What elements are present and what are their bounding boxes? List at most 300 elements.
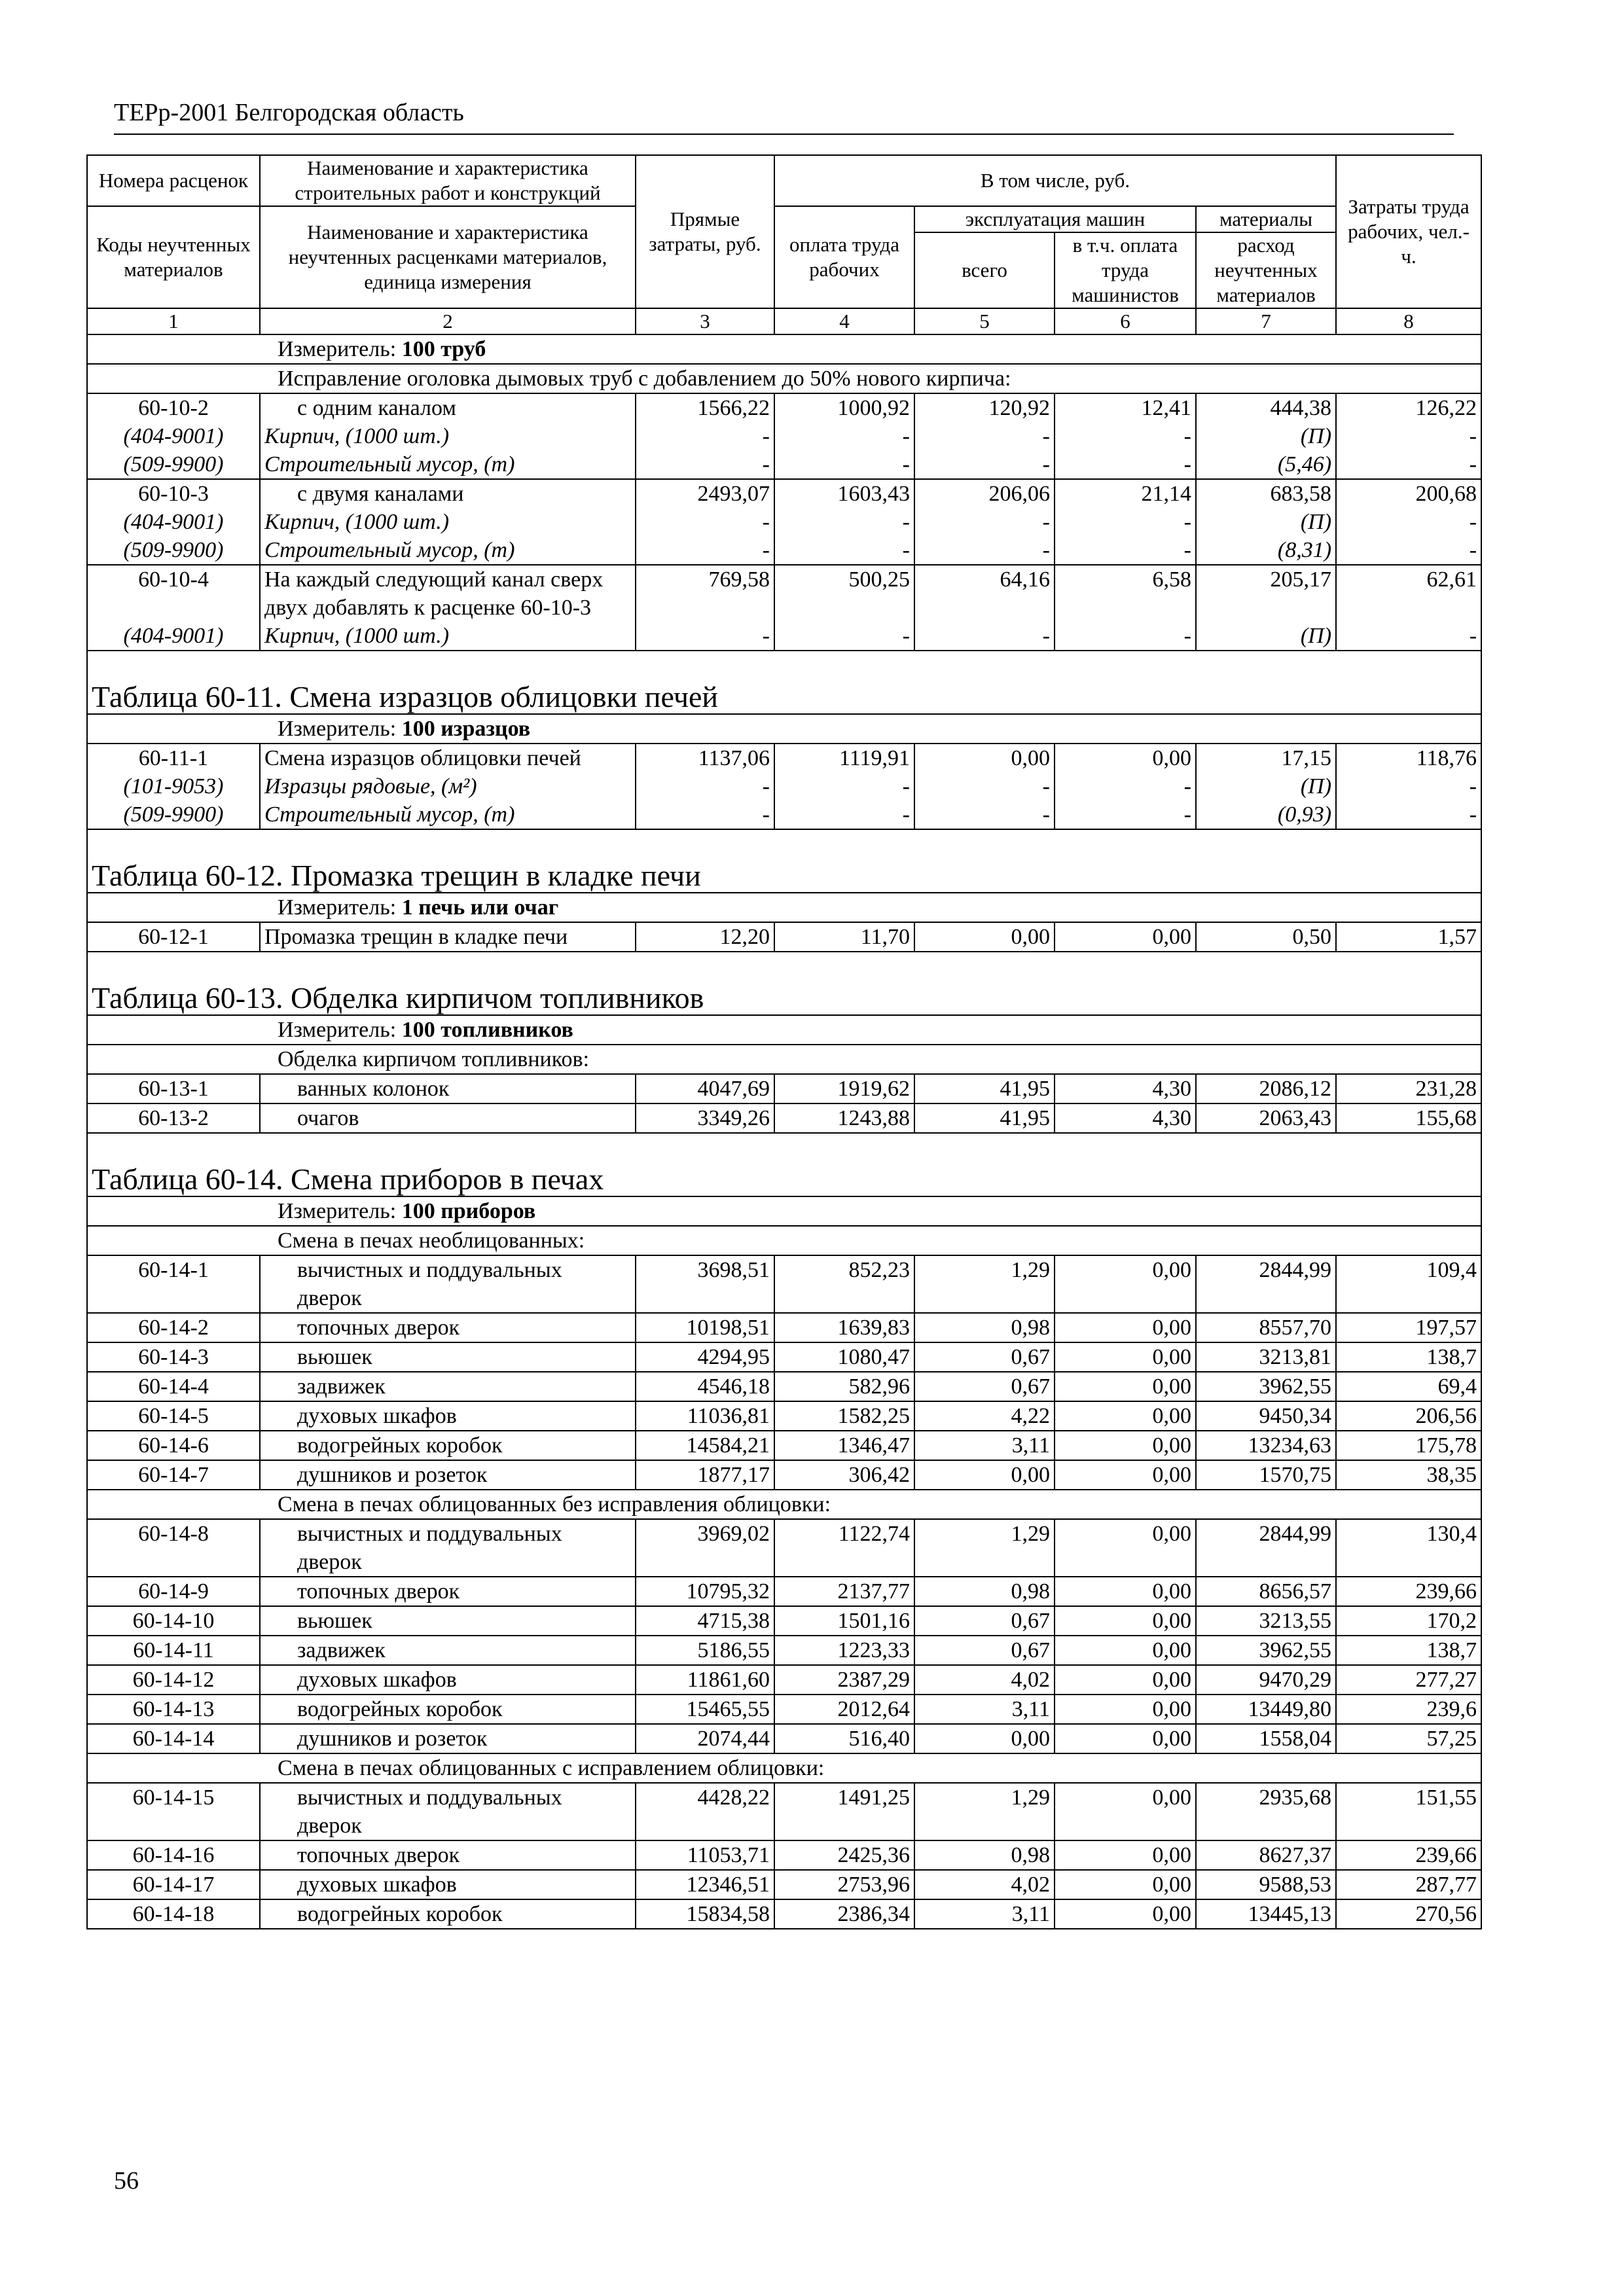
materials-value-cell: (П) [1196,422,1336,450]
machines-total-cell: - [914,450,1055,479]
rate-code: 60-14-13 [87,1695,260,1724]
column-number: 5 [914,308,1055,334]
labor-hours-cell: 151,55 [1336,1783,1481,1840]
rate-code: 60-14-9 [87,1577,260,1606]
measure-value: 100 труб [401,337,486,361]
machines-total-cell: 3,11 [914,1899,1055,1929]
work-name: задвижек [260,1372,636,1401]
header-materials: материалы [1196,206,1336,232]
materials-value-cell: (П) [1196,772,1336,800]
table-header [87,155,1481,334]
materials-value-cell: 3962,55 [1196,1636,1336,1665]
materials-value-cell: 3213,55 [1196,1606,1336,1636]
worker-pay-cell: 500,25 [774,565,914,622]
measure-row [87,714,1481,744]
materials-value-cell: 1570,75 [1196,1460,1336,1490]
direct-costs-cell: 14584,21 [636,1431,774,1460]
machines-total-cell: 41,95 [914,1074,1055,1103]
machines-total-cell: 1,29 [914,1519,1055,1577]
direct-costs-cell: 1137,06 [636,744,774,772]
direct-costs-cell: 4546,18 [636,1372,774,1401]
materials-value-cell: 13449,80 [1196,1695,1336,1724]
operator-pay-cell: 0,00 [1055,1519,1196,1577]
work-name: водогрейных коробок [260,1695,636,1724]
table-title-row [87,1133,1481,1196]
machines-total-cell: 0,67 [914,1636,1055,1665]
rate-code: 60-13-1 [87,1074,260,1103]
measure-line [87,334,1481,364]
worker-pay-cell: 2425,36 [774,1840,914,1870]
work-name: задвижек [260,1636,636,1665]
rate-code: 60-14-1 [87,1255,260,1313]
machines-total-cell: 3,11 [914,1695,1055,1724]
direct-costs-cell: 4715,38 [636,1606,774,1636]
materials-value-cell: 8627,37 [1196,1840,1336,1870]
rate-row [87,1695,1481,1724]
direct-costs-cell: 769,58 [636,565,774,622]
materials-value-cell: 8656,57 [1196,1577,1336,1606]
header-rate-numbers: Номера расценок [87,155,260,206]
work-name: вычистных и поддувальных дверок [260,1783,636,1840]
operator-pay-cell: 12,41 [1055,393,1196,422]
labor-hours-cell: 1,57 [1336,922,1481,952]
measure-value: 100 приборов [401,1199,536,1223]
operator-pay-cell: 0,00 [1055,1342,1196,1372]
direct-costs-cell: - [636,800,774,829]
operator-pay-cell: 0,00 [1055,1401,1196,1431]
worker-pay-cell: 1223,33 [774,1636,914,1665]
machines-total-cell: 0,67 [914,1372,1055,1401]
material-code: (101-9053) [87,772,260,800]
operator-pay-cell: 0,00 [1055,1460,1196,1490]
header-worker-pay: оплата труда рабочих [774,206,914,308]
labor-hours-cell: 62,61 [1336,565,1481,622]
materials-value-cell: (П) [1196,622,1336,651]
operator-pay-cell: - [1055,422,1196,450]
direct-costs-cell: 5186,55 [636,1636,774,1665]
operator-pay-cell: 6,58 [1055,565,1196,622]
machines-total-cell: 0,00 [914,1460,1055,1490]
measure-line [87,893,1481,922]
worker-pay-cell: - [774,622,914,651]
labor-hours-cell: 69,4 [1336,1372,1481,1401]
labor-hours-cell: - [1336,622,1481,651]
worker-pay-cell: 1000,92 [774,393,914,422]
work-name: Промазка трещин в кладке печи [260,922,636,952]
material-name: Строительный мусор, (т) [260,536,636,565]
worker-pay-cell: 2137,77 [774,1577,914,1606]
worker-pay-cell: 1919,62 [774,1074,914,1103]
rate-code: 60-12-1 [87,922,260,952]
work-name: духовых шкафов [260,1665,636,1695]
rate-row [87,479,1481,508]
rate-row [87,1665,1481,1695]
materials-value-cell: 2935,68 [1196,1783,1336,1840]
column-number: 1 [87,308,260,334]
operator-pay-cell: - [1055,536,1196,565]
measure-label: Измеритель: [278,337,397,361]
measure-value: 100 топливников [401,1018,573,1042]
labor-hours-cell: 287,77 [1336,1870,1481,1899]
direct-costs-cell: 3698,51 [636,1255,774,1313]
work-name: На каждый следующий канал сверх двух добавлять к расценке 60-10-3 [260,565,636,622]
machines-total-cell: - [914,508,1055,536]
group-heading-row [87,1490,1481,1519]
operator-pay-cell: 0,00 [1055,1313,1196,1342]
column-number: 8 [1336,308,1481,334]
rate-row [87,1724,1481,1753]
rate-code: 60-14-8 [87,1519,260,1577]
machines-total-cell: 4,02 [914,1870,1055,1899]
page-number: 56 [114,2167,139,2195]
table-title: Таблица 60-13. Обделка кирпичом топливников [87,952,1481,1015]
rate-code: 60-14-16 [87,1840,260,1870]
machines-total-cell: 0,67 [914,1606,1055,1636]
material-name: Кирпич, (1000 шт.) [260,422,636,450]
column-number: 7 [1196,308,1336,334]
work-name: вьюшек [260,1606,636,1636]
machines-total-cell: 4,02 [914,1665,1055,1695]
group-heading-row [87,1045,1481,1074]
labor-hours-cell: - [1336,450,1481,479]
operator-pay-cell: 21,14 [1055,479,1196,508]
labor-hours-cell: 138,7 [1336,1636,1481,1665]
work-name: ванных колонок [260,1074,636,1103]
header-including: В том числе, руб. [774,155,1336,206]
work-name: водогрейных коробок [260,1431,636,1460]
measure-label: Измеритель: [278,895,397,920]
materials-value-cell: 3962,55 [1196,1372,1336,1401]
rate-row [87,1840,1481,1870]
column-number: 4 [774,308,914,334]
operator-pay-cell: 0,00 [1055,1255,1196,1313]
operator-pay-cell: 0,00 [1055,1665,1196,1695]
header-material-codes: Коды неучтенных материалов [87,206,260,308]
materials-value-cell: 444,38 [1196,393,1336,422]
labor-hours-cell: 270,56 [1336,1899,1481,1929]
worker-pay-cell: 1603,43 [774,479,914,508]
work-name: водогрейных коробок [260,1899,636,1929]
materials-value-cell: 9470,29 [1196,1665,1336,1695]
labor-hours-cell: - [1336,422,1481,450]
direct-costs-cell: 10198,51 [636,1313,774,1342]
work-name: душников и розеток [260,1460,636,1490]
labor-hours-cell: 118,76 [1336,744,1481,772]
direct-costs-cell: 1566,22 [636,393,774,422]
machines-total-cell: 0,00 [914,744,1055,772]
operator-pay-cell: - [1055,508,1196,536]
materials-value-cell: (8,31) [1196,536,1336,565]
work-name: вьюшек [260,1342,636,1372]
rate-row [87,1103,1481,1133]
header-operator-pay: в т.ч. оплата труда машинистов [1055,232,1196,308]
labor-hours-cell: 206,56 [1336,1401,1481,1431]
material-code: (509-9900) [87,450,260,479]
group-heading: Смена в печах необлицованных: [87,1226,1481,1255]
rate-code: 60-10-2 [87,393,260,422]
work-name: душников и розеток [260,1724,636,1753]
measure-line [87,714,1481,744]
worker-pay-cell: 1080,47 [774,1342,914,1372]
labor-hours-cell: 130,4 [1336,1519,1481,1577]
header-machines-total: всего [914,232,1055,308]
labor-hours-cell: - [1336,508,1481,536]
labor-hours-cell: 170,2 [1336,1606,1481,1636]
direct-costs-cell: 1877,17 [636,1460,774,1490]
work-name: топочных дверок [260,1577,636,1606]
rate-code: 60-14-15 [87,1783,260,1840]
rate-row [87,744,1481,772]
worker-pay-cell: - [774,536,914,565]
material-row [87,422,1481,450]
worker-pay-cell: 516,40 [774,1724,914,1753]
direct-costs-cell: 11036,81 [636,1401,774,1431]
materials-value-cell: 17,15 [1196,744,1336,772]
materials-value-cell: 13234,63 [1196,1431,1336,1460]
materials-value-cell: 8557,70 [1196,1313,1336,1342]
direct-costs-cell: 10795,32 [636,1577,774,1606]
rate-row [87,1460,1481,1490]
direct-costs-cell: 2493,07 [636,479,774,508]
direct-costs-cell: 4428,22 [636,1783,774,1840]
column-number: 2 [260,308,636,334]
labor-hours-cell: 277,27 [1336,1665,1481,1695]
table-title-row [87,651,1481,714]
labor-hours-cell: 38,35 [1336,1460,1481,1490]
work-name: духовых шкафов [260,1401,636,1431]
machines-total-cell: 206,06 [914,479,1055,508]
materials-value-cell: 2844,99 [1196,1519,1336,1577]
materials-value-cell: 205,17 [1196,565,1336,622]
worker-pay-cell: 1122,74 [774,1519,914,1577]
material-row [87,800,1481,829]
worker-pay-cell: 582,96 [774,1372,914,1401]
direct-costs-cell: 15834,58 [636,1899,774,1929]
material-name: Изразцы рядовые, (м²) [260,772,636,800]
worker-pay-cell: - [774,800,914,829]
labor-hours-cell: 175,78 [1336,1431,1481,1460]
work-name: с одним каналом [260,393,636,422]
rate-row [87,1074,1481,1103]
materials-value-cell: 9450,34 [1196,1401,1336,1431]
operator-pay-cell: 0,00 [1055,1870,1196,1899]
worker-pay-cell: 1346,47 [774,1431,914,1460]
measure-line [87,1015,1481,1045]
worker-pay-cell: 1119,91 [774,744,914,772]
rate-row [87,1577,1481,1606]
materials-value-cell: (5,46) [1196,450,1336,479]
machines-total-cell: - [914,622,1055,651]
work-name: топочных дверок [260,1840,636,1870]
direct-costs-cell: 15465,55 [636,1695,774,1724]
direct-costs-cell: 3349,26 [636,1103,774,1133]
operator-pay-cell: - [1055,622,1196,651]
rate-row [87,1401,1481,1431]
machines-total-cell: - [914,422,1055,450]
operator-pay-cell: 0,00 [1055,744,1196,772]
labor-hours-cell: 239,66 [1336,1577,1481,1606]
operator-pay-cell: 0,00 [1055,1724,1196,1753]
labor-hours-cell: 197,57 [1336,1313,1481,1342]
rate-row [87,1606,1481,1636]
measure-value: 100 изразцов [401,717,531,741]
materials-value-cell: 1558,04 [1196,1724,1336,1753]
rate-code: 60-14-17 [87,1870,260,1899]
rate-code: 60-10-3 [87,479,260,508]
operator-pay-cell: 0,00 [1055,1840,1196,1870]
work-name: духовых шкафов [260,1870,636,1899]
operator-pay-cell: 0,00 [1055,1606,1196,1636]
operator-pay-cell: 0,00 [1055,1636,1196,1665]
group-heading-row [87,364,1481,393]
operator-pay-cell: - [1055,772,1196,800]
measure-row [87,334,1481,364]
direct-costs-cell: - [636,536,774,565]
direct-costs-cell: 4047,69 [636,1074,774,1103]
machines-total-cell: 1,29 [914,1783,1055,1840]
material-name: Кирпич, (1000 шт.) [260,622,636,651]
rate-row [87,1783,1481,1840]
rate-row [87,1431,1481,1460]
measure-line [87,1196,1481,1226]
material-code: (509-9900) [87,800,260,829]
labor-hours-cell: 239,66 [1336,1840,1481,1870]
machines-total-cell: 64,16 [914,565,1055,622]
labor-hours-cell: 138,7 [1336,1342,1481,1372]
operator-pay-cell: - [1055,450,1196,479]
operator-pay-cell: 4,30 [1055,1074,1196,1103]
direct-costs-cell: 11053,71 [636,1840,774,1870]
machines-total-cell: 0,67 [914,1342,1055,1372]
rate-row [87,1870,1481,1899]
direct-costs-cell: 3969,02 [636,1519,774,1577]
rate-row [87,1519,1481,1577]
material-name: Строительный мусор, (т) [260,800,636,829]
rate-code: 60-14-10 [87,1606,260,1636]
material-row [87,622,1481,651]
table-title-row [87,952,1481,1015]
group-heading-row [87,1226,1481,1255]
table-title-row [87,829,1481,893]
work-name: вычистных и поддувальных дверок [260,1519,636,1577]
header-unaccounted-materials: расход неучтенных материалов [1196,232,1336,308]
worker-pay-cell: 1491,25 [774,1783,914,1840]
table-title: Таблица 60-12. Промазка трещин в кладке печи [87,829,1481,893]
material-code: (404-9001) [87,422,260,450]
table-title: Таблица 60-14. Смена приборов в печах [87,1133,1481,1196]
machines-total-cell: - [914,772,1055,800]
machines-total-cell: 0,98 [914,1313,1055,1342]
materials-value-cell: (П) [1196,508,1336,536]
machines-total-cell: 41,95 [914,1103,1055,1133]
labor-hours-cell: 109,4 [1336,1255,1481,1313]
worker-pay-cell: 2386,34 [774,1899,914,1929]
rate-row [87,1899,1481,1929]
measure-label: Измеритель: [278,717,397,741]
worker-pay-cell: 306,42 [774,1460,914,1490]
rates-table [86,154,1482,1929]
rate-code: 60-14-3 [87,1342,260,1372]
worker-pay-cell: - [774,508,914,536]
materials-value-cell: 0,50 [1196,922,1336,952]
labor-hours-cell: 231,28 [1336,1074,1481,1103]
rate-code: 60-14-4 [87,1372,260,1401]
direct-costs-cell: 12,20 [636,922,774,952]
measure-label: Измеритель: [278,1018,397,1042]
measure-row [87,893,1481,922]
rate-code: 60-14-11 [87,1636,260,1665]
rate-code: 60-14-12 [87,1665,260,1695]
header-direct-costs: Прямые затраты, руб. [636,155,774,308]
worker-pay-cell: - [774,450,914,479]
operator-pay-cell: - [1055,800,1196,829]
worker-pay-cell: 2387,29 [774,1665,914,1695]
machines-total-cell: 0,00 [914,922,1055,952]
running-head: ТЕРр-2001 Белгородская область [114,98,1454,135]
header-work-name: Наименование и характеристика строительных работ и конструкций [260,155,636,206]
material-code: (404-9001) [87,622,260,651]
operator-pay-cell: 4,30 [1055,1103,1196,1133]
material-row [87,772,1481,800]
rate-code: 60-14-5 [87,1401,260,1431]
machines-total-cell: - [914,800,1055,829]
rate-row [87,1255,1481,1313]
measure-row [87,1015,1481,1045]
header-material-name: Наименование и характеристика неучтенных расценками материалов, единица измерения [260,206,636,308]
work-name: Смена изразцов облицовки печей [260,744,636,772]
materials-value-cell: 13445,13 [1196,1899,1336,1929]
material-row [87,508,1481,536]
machines-total-cell: 3,11 [914,1431,1055,1460]
machines-total-cell: 0,98 [914,1840,1055,1870]
header-labor-hours: Затраты труда рабочих, чел.-ч. [1336,155,1481,308]
worker-pay-cell: 852,23 [774,1255,914,1313]
machines-total-cell: - [914,536,1055,565]
rate-row [87,1313,1481,1342]
materials-value-cell: (0,93) [1196,800,1336,829]
rate-row [87,1342,1481,1372]
materials-value-cell: 2063,43 [1196,1103,1336,1133]
worker-pay-cell: - [774,772,914,800]
column-number: 6 [1055,308,1196,334]
work-name: вычистных и поддувальных дверок [260,1255,636,1313]
material-code: (404-9001) [87,508,260,536]
rate-row [87,1636,1481,1665]
direct-costs-cell: 12346,51 [636,1870,774,1899]
rate-code: 60-14-7 [87,1460,260,1490]
group-heading: Обделка кирпичом топливников: [87,1045,1481,1074]
worker-pay-cell: 11,70 [774,922,914,952]
rate-row [87,565,1481,622]
labor-hours-cell: - [1336,800,1481,829]
labor-hours-cell: 200,68 [1336,479,1481,508]
measure-row [87,1196,1481,1226]
direct-costs-cell: - [636,622,774,651]
worker-pay-cell: 1501,16 [774,1606,914,1636]
material-name: Кирпич, (1000 шт.) [260,508,636,536]
table-title: Таблица 60-11. Смена изразцов облицовки печей [87,651,1481,714]
worker-pay-cell: - [774,422,914,450]
labor-hours-cell: 155,68 [1336,1103,1481,1133]
operator-pay-cell: 0,00 [1055,922,1196,952]
operator-pay-cell: 0,00 [1055,1899,1196,1929]
labor-hours-cell: 126,22 [1336,393,1481,422]
labor-hours-cell: 239,6 [1336,1695,1481,1724]
rate-code: 60-13-2 [87,1103,260,1133]
operator-pay-cell: 0,00 [1055,1372,1196,1401]
group-heading-row [87,1753,1481,1783]
machines-total-cell: 1,29 [914,1255,1055,1313]
